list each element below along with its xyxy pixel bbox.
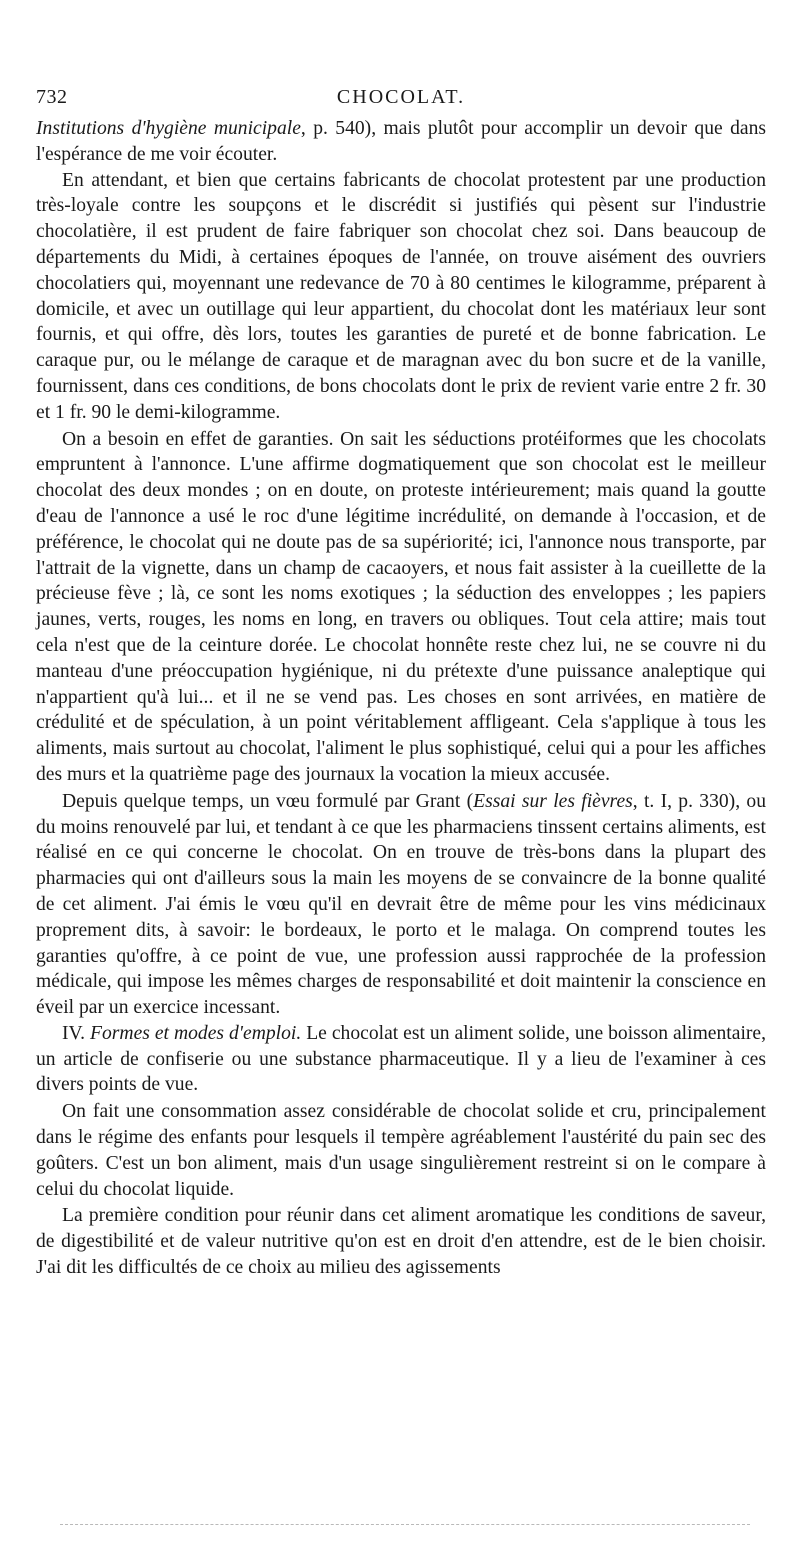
section-heading-paragraph	[36, 1021, 766, 1098]
section-numeral: IV.	[62, 1022, 86, 1044]
page-header	[36, 86, 766, 116]
paragraph-continuation	[36, 116, 766, 168]
section-title: Formes et modes d'emploi.	[90, 1022, 302, 1044]
body-text	[36, 116, 766, 1281]
paragraph-pharmacies	[36, 789, 766, 1021]
paragraph-text: Depuis quelque temps, un vœu formulé par Grant (	[62, 790, 474, 812]
paragraph-advertising: On a besoin en effet de garanties. On sait les séductions protéiformes que les chocolats empruntent à l'annonce. L'une affirme dogmatiquement que son chocolat est le meilleur chocolat des deux mondes ; on en doute, on proteste intérieurement; mais quand la goutte d'eau de l'annonce a usé le roc d'une légitime incrédulité, on demande à l'occasion, et de préférence, le chocolat qui ne doute pas de sa supériorité; ici, l'annonce nous transporte, par l'attrait de la vignette, dans un champ de cacaoyers, et nous fait assister à la cueillette de la précieuse fève ; là, ce sont les noms exotiques ; la séduction des enveloppes ; les papiers jaunes, verts, rouges, les noms en long, en travers ou obliques. Tout cela attire; mais tout cela n'est que de la ceinture dorée. Le chocolat honnête reste chez lui, ne se couvre ni du manteau d'une préoccupation hygiénique, ni du prétexte d'une puissance analeptique qui n'appartient qu'à lui... et il ne se vend pas. Les choses en sont arrivées, en matière de crédulité et de spéculation, à un point véritablement affligeant. Cela s'applique à tous les aliments, mais surtout au chocolat, l'aliment le plus sophistiqué, celui qui a pour les affiches des murs et la quatrième page des journaux la vocation la mieux accusée.	[36, 428, 766, 785]
paragraph-choosing: La première condition pour réunir dans cet aliment aromatique les conditions de saveur, de digestibilité et de valeur nutritive qu'on est en droit d'en attendre, est de le bien choisir. J'ai dit les difficultés de ce choix au milieu des agissements	[36, 1205, 766, 1279]
citation-title: Essai sur les fièvres	[473, 790, 633, 812]
paragraph-solid-chocolate: On fait une consommation assez considérable de chocolat solide et cru, principalement dans le régime des enfants pour lesquels il tempère agréablement l'austérité du pain sec des goûters. C'est un bon aliment, mais d'un usage singulièrement restreint si on le compare à celui du chocolat liquide.	[36, 1101, 766, 1200]
paragraph-home-manufacture: En attendant, et bien que certains fabricants de chocolat protestent par une production très-loyale contre les soupçons et le discrédit si justifiés qui pèsent sur l'industrie chocolatière, il est prudent de faire fabriquer son chocolat chez soi. Dans beaucoup de départements du Midi, à certaines époques de l'année, on trouve aisément des ouvriers chocolatiers qui, moyennant une redevance de 70 à 80 centimes le kilogramme, préparent à domicile, et avec un outillage qui leur appartient, du chocolat dont les matériaux leur sont fournis, et qui offre, dès lors, toutes les garanties de pureté et de bonne fabrication. Le caraque pur, ou le mélange de caraque et de maragnan avec du bon sucre et de la vanille, fournissent, dans ces conditions, de bons chocolats dont le prix de revient varie entre 2 fr. 30 et 1 fr. 90 le demi-kilogramme.	[36, 169, 766, 423]
running-title: CHOCOLAT.	[336, 86, 466, 108]
citation-title: Institutions d'hygiène municipale	[36, 118, 301, 139]
paragraph-text: , p. 540), mais plutôt pour accomplir un devoir que dans l'espérance de me voir écouter.	[36, 118, 766, 165]
bottom-edge-rule	[60, 1524, 750, 1525]
page-number: 732	[36, 86, 68, 108]
paragraph-text: , t. I, p. 330), ou du moins renouvelé par lui, et tendant à ce que les pharmaciens tinssent certains aliments, est réalisé en ce qui concerne le chocolat. On en trouve de très-bons dans la plupart des pharmacies qui ont d'ailleurs sous la main les moyens de se convaincre de la bonne qualité de cet aliment. J'ai émis le vœu qu'il en devrait être de même pour les vins médicinaux proprement dits, à savoir: le bordeaux, le porto et le malaga. On comprend toutes les garanties qu'offre, à ce point de vue, une profession aussi rapprochée de la profession médicale, qui impose les mêmes charges de responsabilité et doit maintenir la conscience en éveil par un exercice incessant.	[36, 790, 766, 1019]
paragraph-text: Le chocolat est un aliment solide, une boisson alimentaire, un article de confiserie ou une substance pharmaceutique. Il y a lieu de l'examiner à ces divers points de vue.	[36, 1022, 767, 1096]
